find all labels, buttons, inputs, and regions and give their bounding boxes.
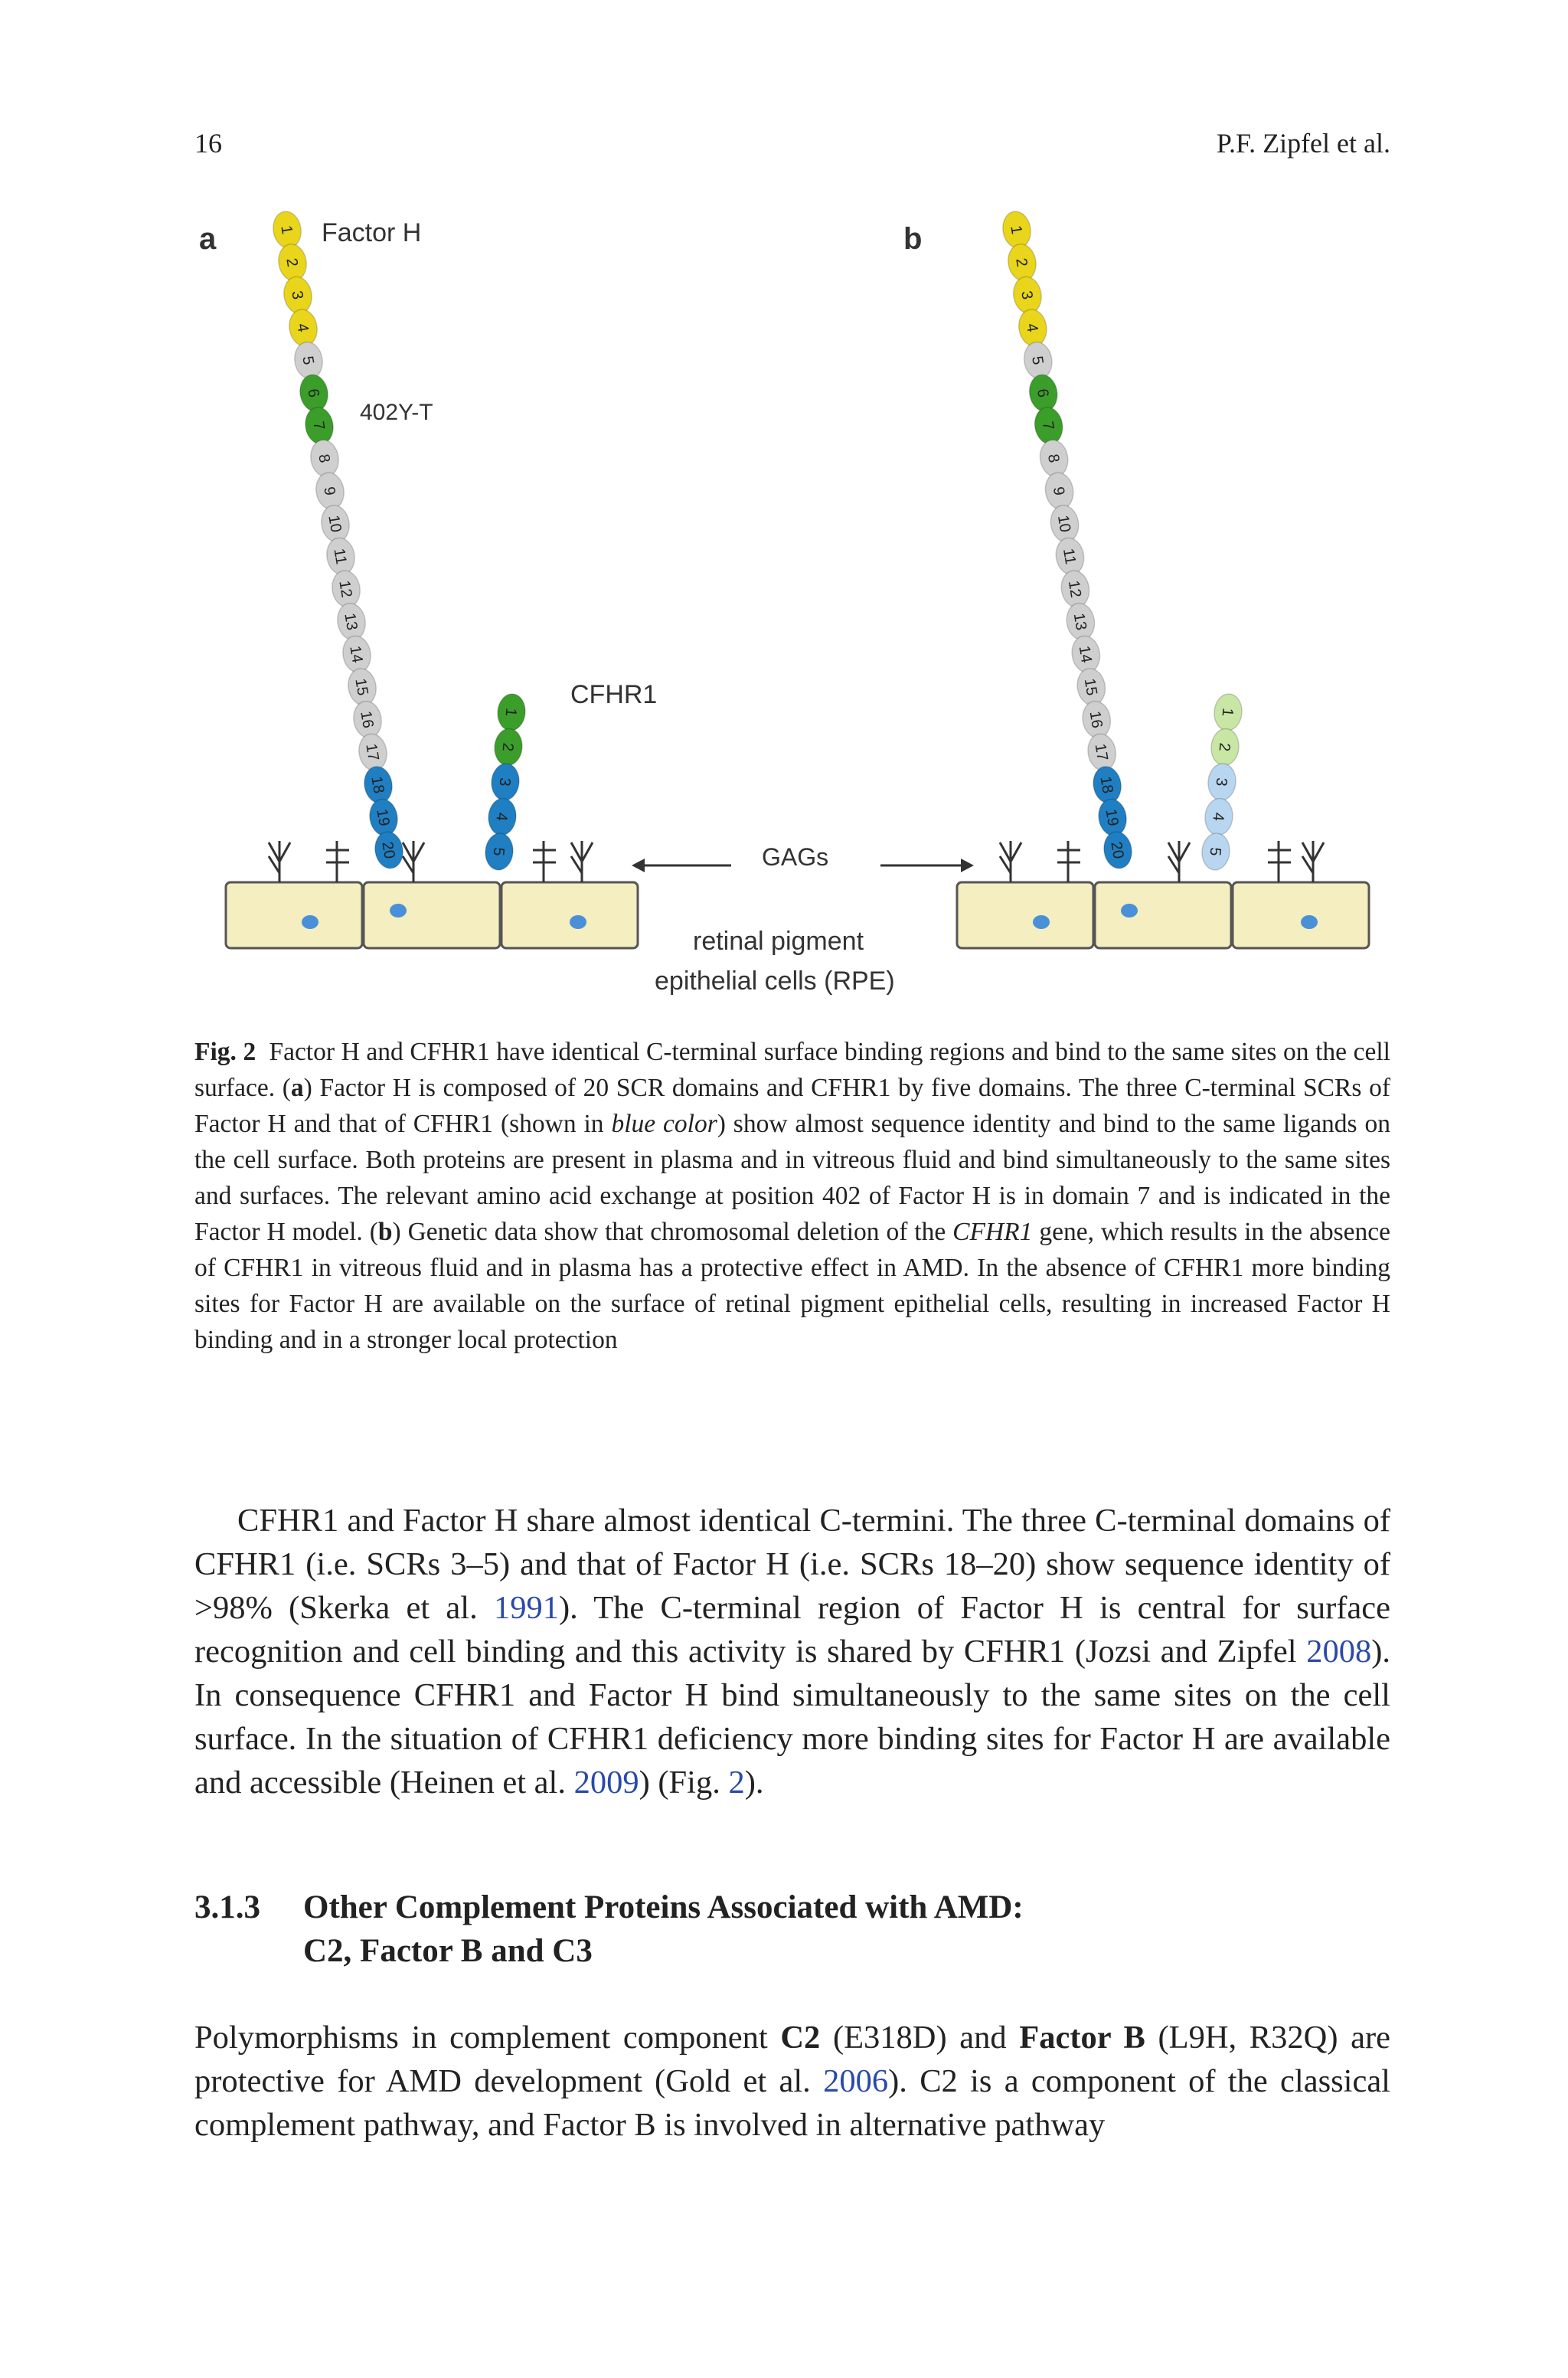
factor-h-a-domain-number: 8 — [315, 453, 333, 464]
factor-h-a-domain — [292, 340, 325, 381]
cfhr1-a-domain — [490, 763, 521, 802]
text: ). — [744, 1765, 764, 1801]
text: Polymorphisms in complement component — [194, 2020, 781, 2056]
caption-panel-a: a — [290, 1074, 304, 1102]
cell-nucleus — [1121, 904, 1138, 918]
factor-h-b-domain — [1021, 340, 1054, 381]
running-head: P.F. Zipfel et al. — [1216, 128, 1390, 159]
gag-receptor — [403, 841, 424, 882]
caption-text: ) show almost sequence identity and bind to the same ligands on the cell surface. Both proteins are present in plasma and in vitreous fluid and bind simultaneously to the same sites and surfaces. The relevant amino acid exchange at position 402 of Factor H is in domain 7 and is indicated in the Factor H model. ( — [194, 1110, 1390, 1246]
factor-h-b-domain — [1096, 797, 1129, 838]
section-title-line2: C2, Factor B and C3 — [303, 1933, 593, 1969]
factor-h-b-domain — [1086, 732, 1119, 773]
factor-h-a-domain — [313, 470, 346, 511]
factor-h-b-domain-number: 7 — [1038, 420, 1057, 432]
factor-h-a-domain-number: 19 — [373, 807, 393, 828]
factor-h-a-domain-number: 2 — [283, 257, 301, 269]
factor-h-a-domain — [345, 666, 378, 707]
gag-receptor — [326, 841, 349, 882]
factor-h-a-domain — [286, 307, 319, 348]
factor-h-a-domain — [367, 797, 400, 838]
factor-h-b-domain — [1037, 438, 1070, 479]
figure-link[interactable]: 2 — [728, 1765, 745, 1801]
factor-h-a-domain-number: 6 — [304, 388, 322, 399]
factor-h-b-domain-number: 17 — [1091, 742, 1111, 763]
figure-2 — [184, 207, 1393, 1019]
factor-h-b-domain — [1048, 503, 1081, 544]
factor-h-b-domain — [1101, 829, 1134, 870]
factor-h-a-domain — [281, 275, 314, 316]
factor-h-a-domain-number: 1 — [277, 224, 296, 236]
factor-h-b-domain-number: 12 — [1064, 579, 1085, 599]
cell-nucleus — [390, 904, 407, 918]
gag-receptor — [269, 841, 290, 882]
gag-branch — [582, 842, 593, 862]
factor-h-a-domain — [361, 764, 394, 805]
factor-h-a-domain-number: 13 — [341, 611, 361, 632]
figure-diagram — [184, 207, 1393, 1019]
protein-chains — [270, 209, 1243, 871]
section-number: 3.1.3 — [194, 1889, 260, 1925]
cell-nucleus — [1033, 915, 1050, 929]
factor-h-a-domain-number: 15 — [351, 677, 371, 697]
factor-h-label: Factor H — [322, 218, 422, 247]
factor-h-a-domain-number: 20 — [378, 840, 398, 860]
cfhr1-b-domain — [1213, 693, 1243, 732]
paragraph-2 — [194, 2016, 1390, 2147]
caption-label: Fig. 2 — [194, 1038, 256, 1066]
factor-h-b-domain — [1070, 634, 1102, 675]
bold-term: C2 — [780, 2020, 821, 2056]
cfhr1-a-domain-number: 5 — [489, 846, 508, 857]
cfhr1-a-domain-number: 2 — [498, 741, 517, 752]
gag-receptor — [533, 841, 556, 882]
factor-h-a-domain — [270, 209, 303, 250]
factor-h-a-domain — [324, 536, 357, 577]
gag-branch — [413, 842, 424, 862]
panel-a-label: a — [199, 222, 217, 256]
factor-h-b-domain — [1080, 699, 1113, 740]
factor-h-b-domain-number: 2 — [1012, 257, 1031, 269]
factor-h-b-domain — [1054, 536, 1086, 577]
paragraph-1 — [194, 1499, 1390, 1804]
gag-branch — [1011, 842, 1021, 862]
factor-h-a-domain — [335, 601, 368, 642]
figure-caption — [194, 1034, 1390, 1358]
factor-h-a-domain-number: 17 — [362, 742, 382, 763]
factor-h-a-domain-number: 9 — [320, 485, 338, 497]
cell-nucleus — [1301, 915, 1318, 929]
factor-h-a-domain — [297, 373, 330, 414]
cell-nucleus — [570, 915, 586, 929]
gag-receptor — [1000, 841, 1021, 882]
gag-receptor — [571, 841, 593, 882]
factor-h-b-domain — [1000, 209, 1033, 250]
factor-h-b-domain — [1027, 373, 1060, 414]
gag-branch — [1313, 842, 1324, 862]
gag-branch — [1179, 842, 1190, 862]
factor-h-a-domain — [276, 242, 309, 283]
factor-h-b-domain-number: 9 — [1049, 485, 1068, 497]
position-402-label: 402Y-T — [360, 400, 433, 425]
gag-receptor — [1168, 841, 1190, 882]
factor-h-a-domain — [340, 634, 373, 675]
cell-nucleus — [302, 915, 318, 929]
caption-text: ) Genetic data show that chromosomal deletion of the — [392, 1218, 953, 1246]
citation-link[interactable]: 2008 — [1306, 1634, 1372, 1670]
gag-receptor — [1268, 841, 1291, 882]
citation-link[interactable]: 1991 — [493, 1590, 559, 1626]
cfhr1-b-domain-number: 3 — [1212, 777, 1230, 787]
factor-h-a-domain-number: 5 — [299, 355, 317, 366]
cfhr1-b-domain — [1210, 728, 1240, 767]
cfhr1-b-domain-number: 2 — [1215, 741, 1233, 752]
cfhr1-b-domain-number: 4 — [1209, 811, 1227, 822]
factor-h-a-domain — [356, 732, 389, 773]
factor-h-b-domain-number: 3 — [1018, 289, 1036, 301]
factor-h-b-domain — [1059, 568, 1092, 609]
section-heading — [194, 1886, 1390, 1973]
factor-h-b-domain — [1064, 601, 1097, 642]
factor-h-a-domain — [308, 438, 341, 479]
caption-text: gene, which results in the absence of CFHR1 in vitreous fluid and in plasma has a protective effect in AMD. In the absence of CFHR1 more binding sites for Factor H are available on the surface of retinal pigment epithelial cells, resulting in increased Factor H binding and in a stronger local protection — [194, 1218, 1390, 1354]
cfhr1-a-domain-number: 3 — [495, 777, 514, 787]
factor-h-b-domain-number: 1 — [1007, 224, 1025, 236]
factor-h-b-domain — [1075, 666, 1108, 707]
rpe-cell — [364, 882, 500, 948]
factor-h-b-domain-number: 11 — [1059, 547, 1080, 566]
factor-h-b-domain-number: 14 — [1075, 644, 1095, 665]
factor-h-b-domain-number: 20 — [1107, 840, 1127, 860]
factor-h-a-domain-number: 4 — [293, 322, 312, 334]
factor-h-b-domain-number: 4 — [1023, 322, 1041, 334]
factor-h-b-domain-number: 6 — [1033, 388, 1052, 399]
cfhr1-a-domain — [487, 797, 518, 836]
factor-h-a-domain — [329, 568, 362, 609]
factor-h-a-domain-number: 16 — [357, 709, 377, 730]
factor-h-b-domain — [1016, 307, 1049, 348]
cfhr1-b-domain-number: 5 — [1206, 846, 1224, 857]
rpe-cell — [501, 882, 638, 948]
cfhr1-b-domain — [1204, 797, 1234, 836]
factor-h-b-domain-number: 15 — [1080, 677, 1100, 697]
caption-italic: blue color — [611, 1110, 717, 1138]
cfhr1-a-domain-number: 4 — [492, 811, 511, 822]
cfhr1-a-domain — [496, 693, 527, 732]
citation-link[interactable]: 2009 — [573, 1765, 639, 1801]
gags-arrowhead-right — [961, 859, 974, 872]
factor-h-b-domain-number: 13 — [1070, 611, 1090, 632]
cfhr1-a-domain — [484, 832, 514, 872]
factor-h-a-domain — [351, 699, 384, 740]
cfhr1-a-domain-number: 1 — [501, 707, 520, 718]
caption-text: ) Factor H is composed of 20 SCR domains and CFHR1 by five domains. The three C-terminal SCRs of Factor H and that of CFHR1 (shown in — [194, 1074, 1390, 1138]
rpe-cell — [957, 882, 1093, 948]
factor-h-b-domain-number: 10 — [1054, 514, 1074, 534]
factor-h-a-domain-number: 14 — [346, 644, 366, 665]
factor-h-a-domain-number: 7 — [309, 420, 328, 432]
rpe-label-line1: retinal pigment — [693, 927, 864, 956]
gags-arrowhead-left — [632, 859, 645, 872]
factor-h-a-domain-number: 18 — [368, 775, 387, 795]
caption-gene: CFHR1 — [952, 1218, 1033, 1246]
section-title-line1: Other Complement Proteins Associated with AMD: — [303, 1889, 1024, 1925]
page-number: 16 — [194, 128, 222, 159]
factor-h-b-domain — [1005, 242, 1038, 283]
factor-h-b-domain — [1090, 764, 1123, 805]
caption-panel-b: b — [377, 1218, 393, 1246]
rpe-cell — [1233, 882, 1369, 948]
factor-h-b-domain-number: 16 — [1086, 709, 1106, 730]
factor-h-a-domain-number: 11 — [330, 547, 350, 566]
factor-h-a-domain-number: 10 — [325, 514, 345, 534]
text: (L9H, R32Q) are protective for AMD development (Gold et al. — [194, 2020, 1390, 2099]
cfhr1-a-domain — [493, 728, 524, 767]
cfhr1-b-domain — [1200, 832, 1231, 872]
cfhr1-b-domain — [1207, 763, 1237, 802]
bold-term: Factor B — [1019, 2020, 1145, 2056]
cfhr1-label: CFHR1 — [570, 680, 658, 709]
cfhr1-b-domain-number: 1 — [1218, 707, 1236, 718]
text: ). C2 is a component of the classical complement pathway, and Factor B is involved in alternative pathway — [194, 2063, 1390, 2143]
text: ). The C-terminal region of Factor H is central for surface recognition and cell binding and this activity is shared by CFHR1 (Jozsi and Zipfel — [194, 1590, 1390, 1670]
factor-h-a-domain-number: 3 — [288, 289, 306, 301]
factor-h-b-domain — [1011, 275, 1044, 316]
text: (E318D) and — [820, 2020, 1020, 2056]
text: ). In consequence CFHR1 and Factor H bind simultaneously to the same sites on the cell surface. In the situation of CFHR1 deficiency more binding sites for Factor H are available and accessible (Heinen et al. — [194, 1634, 1390, 1801]
caption-text: Factor H and CFHR1 have identical C-terminal surface binding regions and bind to the same sites on the cell surface. ( — [194, 1038, 1390, 1102]
gag-branch — [279, 842, 290, 862]
citation-link[interactable]: 2006 — [823, 2063, 889, 2099]
factor-h-a-domain-number: 12 — [335, 579, 355, 599]
rpe-cell — [1095, 882, 1231, 948]
gag-receptor — [1057, 841, 1080, 882]
factor-h-b-domain — [1032, 405, 1065, 446]
factor-h-a-domain — [372, 829, 405, 870]
factor-h-b-domain-number: 8 — [1044, 453, 1063, 464]
factor-h-b-domain-number: 18 — [1096, 775, 1116, 795]
gag-receptor — [1302, 841, 1324, 882]
rpe-cell — [226, 882, 362, 948]
factor-h-a-domain — [302, 405, 335, 446]
factor-h-a-domain — [318, 503, 351, 544]
gags-label: GAGs — [762, 843, 829, 871]
rpe-label-line2: epithelial cells (RPE) — [655, 967, 895, 996]
text: CFHR1 and Factor H share almost identical C-termini. The three C-terminal domains of CFHR1 (i.e. SCRs 3–5) and that of Factor H (i.e. SCRs 18–20) show sequence identity of >98% (Skerka et al. — [194, 1503, 1390, 1626]
factor-h-b-domain-number: 19 — [1102, 807, 1122, 828]
factor-h-b-domain-number: 5 — [1028, 355, 1047, 366]
factor-h-b-domain — [1043, 470, 1076, 511]
panel-b-label: b — [903, 222, 923, 256]
text: ) (Fig. — [639, 1765, 729, 1801]
